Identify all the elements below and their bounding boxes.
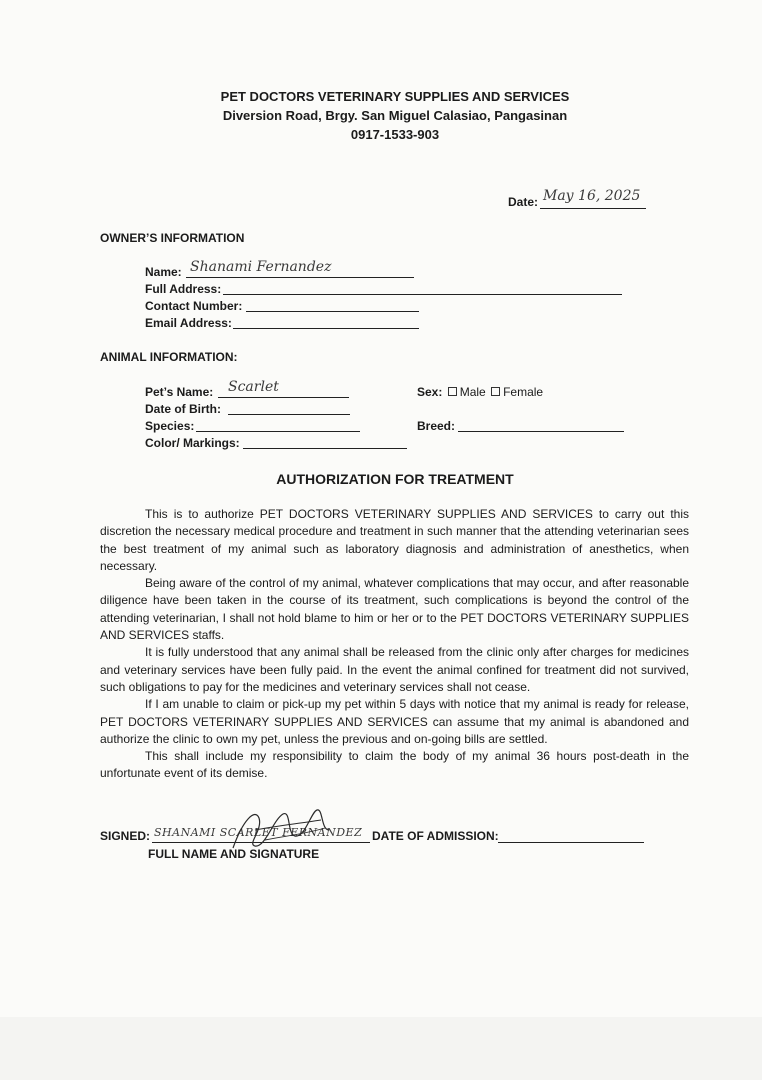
address-label: Full Address: <box>145 282 222 296</box>
name-value: Shanami Fernandez <box>190 259 332 275</box>
date-value: May 16, 2025 <box>543 188 641 204</box>
owner-heading: OWNER’S INFORMATION <box>100 231 245 245</box>
admission-label: DATE OF ADMISSION: <box>372 829 499 843</box>
breed-line <box>458 431 624 432</box>
male-checkbox[interactable] <box>448 387 457 396</box>
authorization-paragraph: It is fully understood that any animal shall be released from the clinic only after charges for medicines and veterinary services have been fully paid. In the event the animal confined for treatment did not survived, such obligations to pay for the medicines and veterinary services shall not cease. <box>100 645 689 694</box>
color-label: Color/ Markings: <box>145 436 240 450</box>
female-option-label: Female <box>503 385 544 399</box>
male-option-label: Male <box>459 385 486 399</box>
pet-name-value: Scarlet <box>228 379 279 395</box>
scan-bottom-band <box>0 1017 762 1080</box>
authorization-title: AUTHORIZATION FOR TREATMENT <box>276 471 514 487</box>
authorization-body <box>100 506 689 783</box>
color-line <box>243 448 407 449</box>
signer-name-value: SHANAMI SCARLET FERNANDEZ <box>154 826 363 839</box>
date-line <box>540 208 646 209</box>
species-label: Species: <box>145 419 195 433</box>
authorization-paragraph: Being aware of the control of my animal, whatever complications that may occur, and after reasonable diligence have been taken in the course of its treatment, such complications is beyond the control of the attending veterinarian, I shall not hold blame to him or her or to the PET DOCTORS VETERINARY SUPPLIES AND SERVICES staffs. <box>100 576 689 643</box>
authorization-paragraph: This shall include my responsibility to claim the body of my animal 36 hours post-death in the unfortunate event of its demise. <box>100 749 689 781</box>
email-line <box>233 328 419 329</box>
signed-label: SIGNED: <box>100 829 151 843</box>
pet-name-line <box>218 397 349 398</box>
pet-name-label: Pet’s Name: <box>145 385 214 399</box>
sex-label: Sex: <box>417 385 443 399</box>
breed-label: Breed: <box>417 419 456 433</box>
address-line <box>223 294 622 295</box>
name-label: Name: <box>145 265 182 279</box>
clinic-phone: 0917-1533-903 <box>350 127 440 142</box>
animal-heading: ANIMAL INFORMATION: <box>100 350 238 364</box>
admission-line <box>498 842 644 843</box>
contact-label: Contact Number: <box>145 299 243 313</box>
clinic-address: Diversion Road, Brgy. San Miguel Calasiao, Pangasinan <box>222 108 568 123</box>
contact-line <box>246 311 419 312</box>
dob-label: Date of Birth: <box>145 402 221 416</box>
authorization-paragraph: This is to authorize PET DOCTORS VETERINARY SUPPLIES AND SERVICES to carry out this discretion the necessary medical procedure and treatment in such manner that the attending veterinarian sees the best treatment of my animal such as laboratory diagnosis and administration of anesthetics, when necessary. <box>100 507 689 573</box>
sex-field <box>417 385 543 399</box>
email-label: Email Address: <box>145 316 232 330</box>
date-label: Date: <box>508 195 539 209</box>
clinic-name: PET DOCTORS VETERINARY SUPPLIES AND SERVICES <box>220 89 570 104</box>
authorization-paragraph: If I am unable to claim or pick-up my pet within 5 days with notice that my animal is ready for release, PET DOCTORS VETERINARY SUPPLIES AND SERVICES can assume that my animal is abandoned and authorize the clinic to own my pet, unless the previous and on-going bills are settled. <box>100 697 689 746</box>
name-line <box>186 277 414 278</box>
female-checkbox[interactable] <box>491 387 500 396</box>
signature-caption: FULL NAME AND SIGNATURE <box>148 847 320 861</box>
species-line <box>196 431 360 432</box>
dob-line <box>228 414 350 415</box>
